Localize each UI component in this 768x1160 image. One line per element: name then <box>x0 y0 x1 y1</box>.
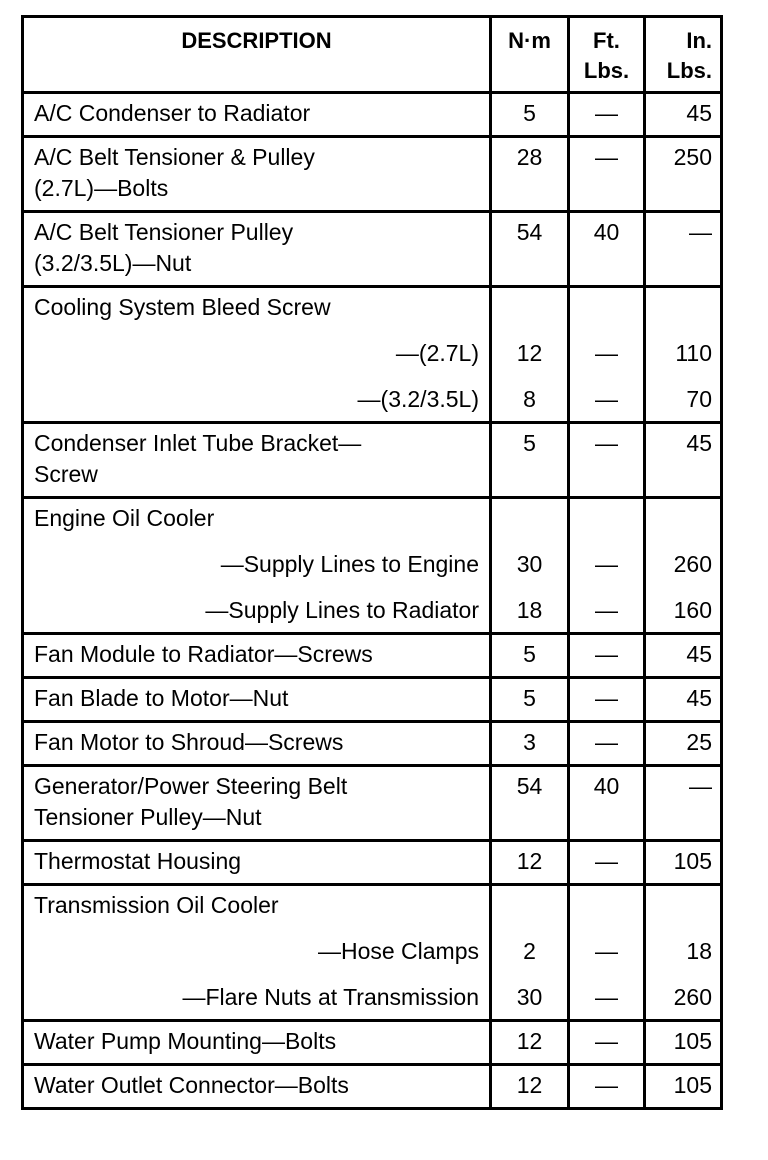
spacer <box>496 292 563 323</box>
cell-description <box>23 137 491 212</box>
spacer <box>650 292 712 323</box>
cell-nm <box>491 1065 569 1109</box>
sub-description-text: —Flare Nuts at Transmission <box>182 984 479 1010</box>
description-text: Screw <box>34 461 98 487</box>
description-text: A/C Belt Tensioner Pulley <box>34 219 294 245</box>
sub-description-text: —Supply Lines to Radiator <box>205 597 479 623</box>
value-text: 160 <box>673 597 712 623</box>
value-text: 110 <box>675 340 712 366</box>
value-text: 260 <box>673 984 712 1010</box>
cell-nm <box>491 841 569 885</box>
value-text: 25 <box>686 729 712 755</box>
cell-in-lbs <box>645 498 722 634</box>
spacer <box>496 890 563 921</box>
cell-description <box>23 1021 491 1065</box>
value-text: 12 <box>516 1028 543 1054</box>
cell-description <box>23 212 491 287</box>
value-text: 45 <box>686 100 712 126</box>
cell-ft-lbs <box>569 722 645 766</box>
cell-nm <box>491 766 569 841</box>
cell-in-lbs <box>645 212 722 287</box>
value-text: 105 <box>673 1072 712 1098</box>
cell-ft-lbs <box>569 678 645 722</box>
cell-description <box>23 287 491 423</box>
cell-description <box>23 885 491 1021</box>
header-ft-line1: Ft. <box>593 28 620 53</box>
table-row <box>23 678 722 722</box>
description-text: Water Pump Mounting—Bolts <box>34 1028 337 1054</box>
table-row <box>23 287 722 423</box>
cell-description <box>23 634 491 678</box>
value-text: — <box>595 100 618 126</box>
header-ft-lbs <box>569 17 645 93</box>
value-text: — <box>595 984 618 1010</box>
value-text: 40 <box>593 773 620 799</box>
sub-description-text: —Supply Lines to Engine <box>220 551 479 577</box>
cell-nm <box>491 678 569 722</box>
table-body <box>23 93 722 1109</box>
description-text: Thermostat Housing <box>34 848 242 874</box>
value-text: 18 <box>516 597 543 623</box>
description-text: Engine Oil Cooler <box>34 505 215 531</box>
value-text: 18 <box>686 938 712 964</box>
cell-description <box>23 678 491 722</box>
cell-description <box>23 1065 491 1109</box>
description-text: Fan Motor to Shroud—Screws <box>34 729 344 755</box>
table-row <box>23 137 722 212</box>
table-row <box>23 766 722 841</box>
cell-nm <box>491 287 569 423</box>
description-text: Water Outlet Connector—Bolts <box>34 1072 349 1098</box>
cell-ft-lbs <box>569 841 645 885</box>
value-text: — <box>595 144 618 170</box>
spacer <box>574 292 639 323</box>
table-row <box>23 423 722 498</box>
value-text: 28 <box>516 144 543 170</box>
cell-nm <box>491 634 569 678</box>
spacer <box>650 503 712 534</box>
value-text: 40 <box>593 219 620 245</box>
table-row <box>23 722 722 766</box>
description-text: Tensioner Pulley—Nut <box>34 804 262 830</box>
cell-nm <box>491 212 569 287</box>
cell-description <box>23 93 491 137</box>
value-text: — <box>595 1072 618 1098</box>
cell-ft-lbs <box>569 634 645 678</box>
cell-ft-lbs <box>569 93 645 137</box>
cell-nm <box>491 722 569 766</box>
value-text: 45 <box>686 430 712 456</box>
cell-in-lbs <box>645 766 722 841</box>
table-row <box>23 1065 722 1109</box>
value-text: 45 <box>686 641 712 667</box>
value-text: 12 <box>516 340 543 366</box>
cell-in-lbs <box>645 1021 722 1065</box>
value-text: 3 <box>523 729 536 755</box>
cell-description <box>23 498 491 634</box>
table-row <box>23 841 722 885</box>
table-row <box>23 212 722 287</box>
table-row <box>23 1021 722 1065</box>
cell-in-lbs <box>645 93 722 137</box>
value-text: 5 <box>523 100 536 126</box>
cell-description <box>23 423 491 498</box>
cell-nm <box>491 137 569 212</box>
value-text: — <box>595 597 618 623</box>
cell-nm <box>491 498 569 634</box>
value-text: — <box>595 430 618 456</box>
value-text: 30 <box>516 551 543 577</box>
spacer <box>574 890 639 921</box>
value-text: — <box>595 685 618 711</box>
cell-ft-lbs <box>569 885 645 1021</box>
value-text: — <box>595 386 618 412</box>
cell-in-lbs <box>645 287 722 423</box>
spacer <box>496 503 563 534</box>
cell-ft-lbs <box>569 287 645 423</box>
sub-description-text: —Hose Clamps <box>317 938 479 964</box>
cell-description <box>23 841 491 885</box>
sub-description-text: —(3.2/3.5L) <box>357 386 479 412</box>
cell-ft-lbs <box>569 137 645 212</box>
header-nm: N·m <box>491 17 569 93</box>
table-row <box>23 885 722 1021</box>
header-ft-line2: Lbs. <box>583 58 630 83</box>
torque-spec-table <box>21 15 723 1110</box>
cell-in-lbs <box>645 885 722 1021</box>
value-text: — <box>595 938 618 964</box>
value-text: — <box>595 340 618 366</box>
value-text: 54 <box>516 773 543 799</box>
value-text: — <box>689 773 712 799</box>
value-text: 250 <box>673 144 712 170</box>
value-text: — <box>595 1028 618 1054</box>
description-text: Fan Blade to Motor—Nut <box>34 685 289 711</box>
cell-nm <box>491 93 569 137</box>
header-in-line1: In. <box>686 28 712 53</box>
description-text: A/C Belt Tensioner & Pulley <box>34 144 315 170</box>
cell-in-lbs <box>645 423 722 498</box>
cell-nm <box>491 885 569 1021</box>
cell-ft-lbs <box>569 212 645 287</box>
cell-ft-lbs <box>569 1021 645 1065</box>
cell-ft-lbs <box>569 766 645 841</box>
spacer <box>650 890 712 921</box>
value-text: 12 <box>516 848 543 874</box>
value-text: 30 <box>516 984 543 1010</box>
value-text: 8 <box>523 386 536 412</box>
value-text: 260 <box>673 551 712 577</box>
sub-description-text: —(2.7L) <box>395 340 479 366</box>
value-text: — <box>595 641 618 667</box>
value-text: — <box>595 729 618 755</box>
value-text: 5 <box>523 685 536 711</box>
spacer <box>574 503 639 534</box>
cell-description <box>23 766 491 841</box>
description-text: Cooling System Bleed Screw <box>34 294 331 320</box>
cell-in-lbs <box>645 841 722 885</box>
cell-description <box>23 722 491 766</box>
description-text: Transmission Oil Cooler <box>34 892 279 918</box>
description-text: (3.2/3.5L)—Nut <box>34 250 192 276</box>
description-text: Generator/Power Steering Belt <box>34 773 348 799</box>
table-row <box>23 93 722 137</box>
value-text: 70 <box>686 386 712 412</box>
cell-nm <box>491 423 569 498</box>
table-row <box>23 634 722 678</box>
header-in-line2: Lbs. <box>666 58 712 83</box>
table-row <box>23 498 722 634</box>
value-text: — <box>595 848 618 874</box>
description-text: Fan Module to Radiator—Screws <box>34 641 373 667</box>
description-text: Condenser Inlet Tube Bracket— <box>34 430 362 456</box>
cell-in-lbs <box>645 1065 722 1109</box>
header-in-lbs <box>645 17 722 93</box>
value-text: 5 <box>523 641 536 667</box>
description-text: (2.7L)—Bolts <box>34 175 169 201</box>
cell-ft-lbs <box>569 423 645 498</box>
description-text: A/C Condenser to Radiator <box>34 100 311 126</box>
cell-nm <box>491 1021 569 1065</box>
header-description: DESCRIPTION <box>23 17 491 93</box>
cell-in-lbs <box>645 678 722 722</box>
cell-in-lbs <box>645 722 722 766</box>
value-text: — <box>595 551 618 577</box>
cell-in-lbs <box>645 634 722 678</box>
value-text: 12 <box>516 1072 543 1098</box>
cell-ft-lbs <box>569 1065 645 1109</box>
value-text: 45 <box>686 685 712 711</box>
value-text: 2 <box>523 938 536 964</box>
cell-ft-lbs <box>569 498 645 634</box>
value-text: 105 <box>673 848 712 874</box>
value-text: 105 <box>673 1028 712 1054</box>
cell-in-lbs <box>645 137 722 212</box>
value-text: — <box>689 219 712 245</box>
header-row <box>23 17 722 93</box>
value-text: 5 <box>523 430 536 456</box>
value-text: 54 <box>516 219 543 245</box>
